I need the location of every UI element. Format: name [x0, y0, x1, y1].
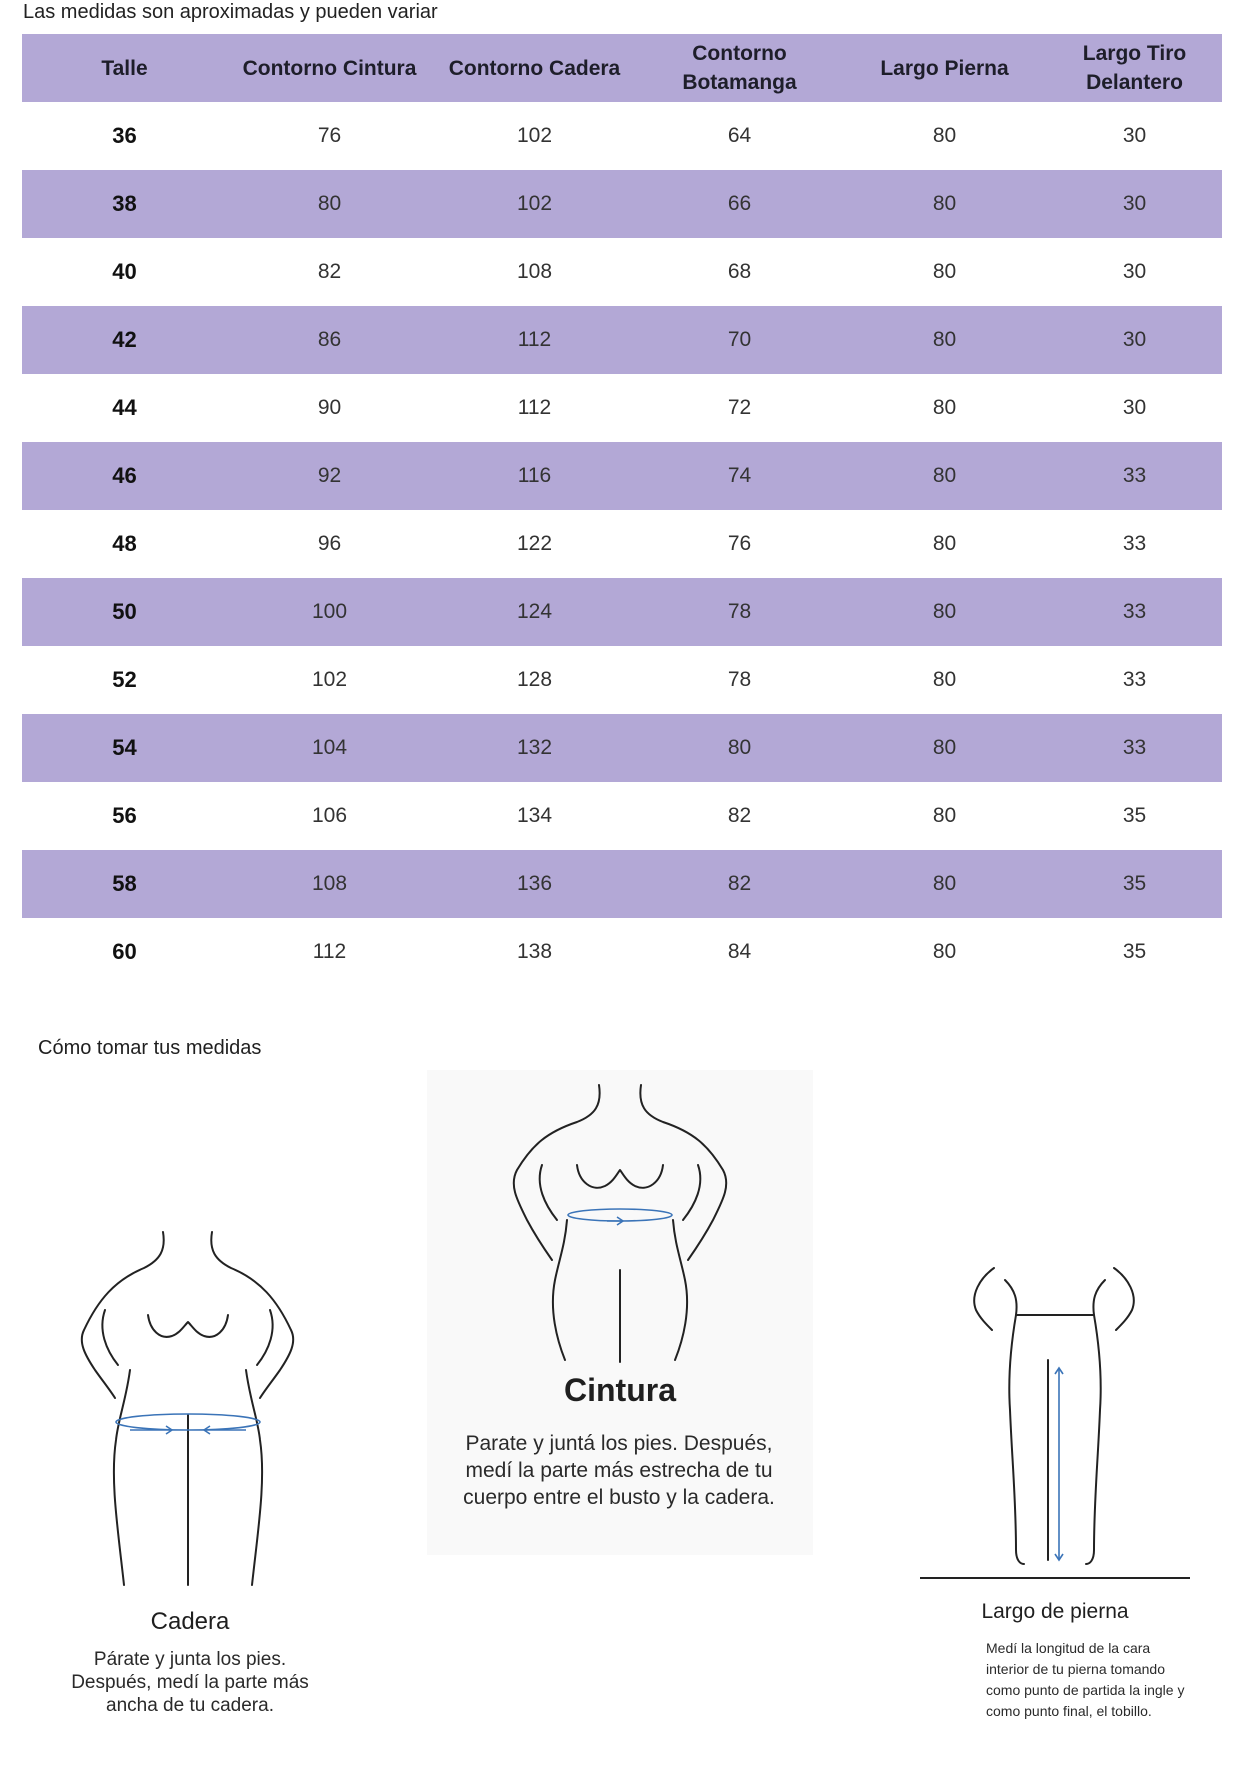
- size-cell: 36: [112, 123, 137, 148]
- measurement-cell: 80: [932, 600, 957, 623]
- cintura-title: Cintura: [564, 1372, 676, 1408]
- measurement-cell: 70: [727, 328, 752, 351]
- table-row: [22, 170, 1222, 238]
- measurement-cell: 35: [1122, 804, 1147, 827]
- cadera-description: Párate y junta los pies. Después, medí la parte más ancha de tu cadera.: [71, 1649, 309, 1716]
- table-row: [22, 714, 1222, 782]
- measurement-cell: 33: [1122, 600, 1147, 623]
- measurement-cell: 134: [516, 804, 553, 827]
- measurement-cell: 112: [517, 328, 552, 351]
- measurement-cell: 102: [311, 668, 348, 691]
- measurement-cell: 30: [1122, 396, 1147, 419]
- measurement-cell: 33: [1122, 464, 1147, 487]
- table-row: [22, 306, 1222, 374]
- header-talle: Talle: [101, 56, 148, 80]
- measurement-cell: 82: [317, 260, 342, 283]
- measurement-cell: 72: [727, 396, 752, 419]
- measurement-cell: 128: [516, 668, 553, 691]
- table-row: [22, 918, 1222, 986]
- largo-pierna-description: Medí la longitud de la cara interior de tu pierna tomando como punto de partida la ingle y como punto final, el tobillo.: [986, 1640, 1185, 1719]
- cadera-title: Cadera: [150, 1608, 230, 1635]
- table-row: [22, 850, 1222, 918]
- size-cell: 42: [112, 327, 137, 352]
- largo-pierna-panel: [920, 1260, 1190, 1720]
- measurement-cell: 82: [727, 872, 752, 895]
- table-header-row: [22, 34, 1222, 102]
- size-cell: 50: [112, 599, 137, 624]
- size-cell: 38: [112, 191, 137, 216]
- measurement-cell: 122: [516, 532, 553, 555]
- measurement-cell: 108: [311, 872, 348, 895]
- measurement-cell: 80: [932, 192, 957, 215]
- measurement-cell: 92: [317, 464, 342, 487]
- table-row: [22, 442, 1222, 510]
- cadera-panel: [60, 1230, 320, 1730]
- measurement-cell: 136: [516, 872, 553, 895]
- measurement-cell: 80: [317, 192, 342, 215]
- measurement-cell: 80: [932, 396, 957, 419]
- measurement-cell: 80: [932, 872, 957, 895]
- size-cell: 58: [112, 871, 137, 896]
- measurement-cell: 84: [727, 940, 752, 963]
- largo-pierna-figure-illustration: [920, 1260, 1190, 1580]
- measurement-cell: 64: [727, 124, 752, 147]
- header-largo-pierna: Largo Pierna: [880, 56, 1009, 80]
- largo-pierna-title: Largo de pierna: [981, 1600, 1129, 1623]
- table-row: [22, 102, 1222, 170]
- measurement-cell: 78: [727, 600, 752, 623]
- measurement-cell: 80: [932, 260, 957, 283]
- measurement-cell: 80: [932, 464, 957, 487]
- measurement-cell: 80: [932, 532, 957, 555]
- measurement-cell: 80: [727, 736, 752, 759]
- measurement-cell: 80: [932, 668, 957, 691]
- table-row: [22, 578, 1222, 646]
- measurement-cell: 30: [1122, 260, 1147, 283]
- header-contorno-cintura: Contorno Cintura: [242, 56, 417, 80]
- measurement-cell: 138: [516, 940, 553, 963]
- table-row: [22, 646, 1222, 714]
- measurement-cell: 102: [516, 124, 553, 147]
- measurement-cell: 30: [1122, 192, 1147, 215]
- size-cell: 40: [112, 259, 137, 284]
- size-cell: 52: [112, 667, 137, 692]
- header-contorno-cadera: Contorno Cadera: [448, 56, 621, 80]
- measurement-cell: 104: [311, 736, 348, 759]
- measurement-cell: 100: [311, 600, 348, 623]
- measurement-cell: 66: [727, 192, 752, 215]
- size-cell: 48: [112, 531, 137, 556]
- table-row: [22, 782, 1222, 850]
- size-cell: 54: [112, 735, 137, 760]
- size-cell: 56: [112, 803, 137, 828]
- measurement-cell: 78: [727, 668, 752, 691]
- measurement-cell: 33: [1122, 668, 1147, 691]
- cintura-description: Parate y juntá los pies. Después, medí la parte más estrecha de tu cuerpo entre el busto y la cadera.: [463, 1432, 775, 1509]
- measurement-cell: 90: [317, 396, 342, 419]
- size-cell: 46: [112, 463, 137, 488]
- measurement-cell: 33: [1122, 532, 1147, 555]
- measurement-cell: 76: [317, 124, 342, 147]
- measurement-cell: 80: [932, 940, 957, 963]
- measurement-cell: 124: [516, 600, 553, 623]
- measurement-cell: 35: [1122, 940, 1147, 963]
- cintura-figure-illustration: [427, 1070, 813, 1370]
- measurement-cell: 33: [1122, 736, 1147, 759]
- how-to-measure-title: Cómo tomar tus medidas: [38, 1037, 262, 1059]
- measurement-cell: 80: [932, 124, 957, 147]
- size-cell: 44: [112, 395, 137, 420]
- measurement-cell: 80: [932, 804, 957, 827]
- table-row: [22, 238, 1222, 306]
- cadera-figure-illustration: [60, 1230, 320, 1590]
- measurement-cell: 116: [517, 464, 552, 487]
- measurement-cell: 30: [1122, 124, 1147, 147]
- cintura-panel: [427, 1070, 813, 1555]
- measurement-cell: 35: [1122, 872, 1147, 895]
- measurement-cell: 76: [727, 532, 752, 555]
- table-row: [22, 510, 1222, 578]
- measurement-cell: 132: [516, 736, 553, 759]
- measurement-cell: 82: [727, 804, 752, 827]
- measurement-cell: 30: [1122, 328, 1147, 351]
- measurement-cell: 80: [932, 736, 957, 759]
- measurement-cell: 106: [311, 804, 348, 827]
- measurement-cell: 102: [516, 192, 553, 215]
- measurement-cell: 112: [517, 396, 552, 419]
- measurement-cell: 112: [312, 940, 347, 963]
- measurement-cell: 86: [317, 328, 342, 351]
- measurement-cell: 68: [727, 260, 752, 283]
- table-row: [22, 374, 1222, 442]
- measurement-cell: 80: [932, 328, 957, 351]
- measurement-cell: 74: [727, 464, 752, 487]
- measurement-cell: 108: [516, 260, 553, 283]
- header-contorno-botamanga: Contorno Botamanga: [682, 42, 797, 94]
- size-cell: 60: [112, 939, 137, 964]
- measurement-cell: 96: [317, 532, 342, 555]
- disclaimer-note: Las medidas son aproximadas y pueden variar: [23, 1, 438, 23]
- header-largo-tiro-delantero: Largo Tiro Delantero: [1082, 42, 1187, 94]
- size-chart-table: [22, 34, 1222, 986]
